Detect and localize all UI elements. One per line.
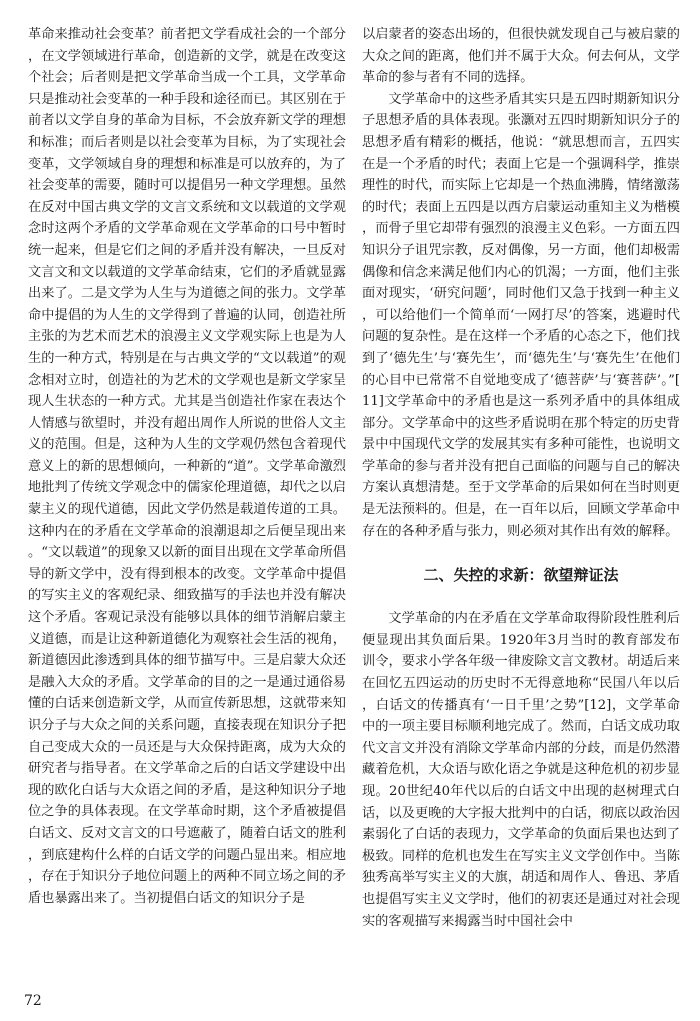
paragraph: 文学革命中的这些矛盾其实只是五四时期新知识分子思想矛盾的具体表现。张灏对五四时期新知识分子的思想矛盾有精彩的概括，他说：“就思想而言，五四实在是一个矛盾的时代；表面上它是一个强调科学，推崇理性的时代，而实际上它却是一个热血沸腾，情绪激荡的时代；表面上五四是以西方启蒙运动重知主义为楷模，而骨子里它却带有强烈的浪漫主义色彩。一方面五四知识分子诅咒宗教，反对偶像，另一方面，他们却极需偶像和信念来满足他们内心的饥渴；一方面，他们主张面对现实，‘研究问题’，同时他们又急于找到一种主义，可以给他们一个简单而‘一网打尽’的答案，逃避时代问题的复杂性。是在这样一个矛盾的心态之下，他们找到了‘德先生’与‘赛先生’，而‘德先生’与‘赛先生’在他们的心目中已常常不自觉地变成了‘德菩萨’与‘赛菩萨’。”[11]文学革命中的矛盾也是这一系列矛盾中的具体组成部分。文学革命中的这些矛盾说明在那个特定的历史背景中中国现代文学的发展其实有多种可能性，也说明文学革命的参与者并没有把自己面临的问题与自己的解决方案认真想清楚。至于文学革命的后果如何在当时则更是无法预料的。但是，在一百年以后，回顾文学革命中存在的各种矛盾与张力，则必须对其作出有效的解释。 — [362, 91, 680, 539]
right-column — [362, 24, 680, 932]
paragraph: 革命来推动社会变革？前者把文学看成社会的一个部分，在文学领域进行革命，创造新的文学，就是在改变这个社会；后者则是把文学革命当成一个工具，文学革命只是推动社会变革的一种手段和途径而已。其区别在于前者以文学自身的革命为目标，不会放弃新文学的理想和标准；而后者则是以社会变革为目标，为了实现社会变革，文学领域自身的理想和标准是可以放弃的，为了社会变革的需要，随时可以提倡另一种文学理想。虽然在反对中国古典文学的文言文系统和文以载道的文学观念时这两个矛盾的文学革命观在文学革命的口号中暂时统一起来，但是它们之间的矛盾并没有解决，一旦反对文言文和文以载道的文学革命结束，它们的矛盾就显露出来了。二是文学为人生与为道德之间的张力。文学革命中提倡的为人生的文学得到了普遍的认同，创造社所主张的为艺术而艺术的浪漫主义文学观实际上也是为人生的一种方式，特别是在与古典文学的“文以载道”的观念相对立时，创造社的为艺术的文学观也是新文学家呈现人生状态的一种方式。尤其是当创造社作家在表达个人情感与欲望时，并没有超出周作人所说的世俗人文主义的范围。但是，这种为人生的文学观仍然包含着现代意义上的新的思想倾向，一种新的“道”。文学革命激烈地批判了传统文学观念中的儒家伦理道德，却代之以启蒙主义的现代道德，因此文学仍然是载道传道的工具。这种内在的矛盾在文学革命的浪潮退却之后便呈现出来。“文以载道”的现象又以新的面目出现在文学革命所倡导的新文学中，没有得到根本的改变。文学革命中提倡的写实主义的客观纪录、细致描写的手法也并没有解决这个矛盾。客观记录没有能够以具体的细节消解启蒙主义道德，而是让这种新道德化为观察社会生活的视角，新道德因此渗透到具体的细节描写中。三是启蒙大众还是融入大众的矛盾。文学革命的目的之一是通过通俗易懂的白话来创造新文学，从而宣传新思想，这就带来知识分子与大众之间的关系问题，直接表现在知识分子把自己变成大众的一员还是与大众保持距离，成为大众的研究者与指导者。在文学革命之后的白话文学建设中出现的欧化白话与大众语之间的矛盾，是这种知识分子地位之争的具体表现。在文学革命时期，这个矛盾被提倡白话文、反对文言文的口号遮蔽了，随着白话文的胜利，到底建构什么样的白话文学的问题凸显出来。相应地，存在于知识分子地位问题上的两种不同立场之间的矛盾也暴露出来了。当初提倡白话文的知识分子是 — [28, 27, 346, 906]
paragraph: 以启蒙者的姿态出场的，但很快就发现自己与被启蒙的大众之间的距离，他们并不属于大众。何去何从，文学革命的参与者有不同的选择。 — [362, 27, 680, 86]
page-number: 72 — [24, 993, 42, 1009]
section-heading: 二、失控的求新：欲望辩证法 — [423, 566, 619, 585]
left-column — [28, 24, 346, 909]
paragraph: 文学革命的内在矛盾在文学革命取得阶段性胜利后便显现出其负面后果。1920年3月当时的教育部发布训令，要求小学各年级一律废除文言文教材。胡适后来在回忆五四运动的历史时不无得意地称“民国八年以后，白话文的传播真有‘一日千里’之势”[12]，文学革命中的一项主要目标顺利地完成了。然而，白话文成功取代文言文并没有消除文学革命内部的分歧，而是仍然潜藏着危机，大众语与欧化语之争就是这种危机的初步显现。20世纪40年代以后的白话文中出现的赵树理式白话，以及更晚的大字报大批判中的白话，彻底以政治因素弱化了白话的表现力，文学革命的负面后果也达到了极致。同样的危机也发生在写实主义文学创作中。当陈独秀高举写实主义的大旗，胡适和周作人、鲁迅、茅盾也提倡写实主义文学时，他们的初衷还是通过对社会现实的客观描写来揭露当时中国社会中 — [362, 611, 680, 929]
